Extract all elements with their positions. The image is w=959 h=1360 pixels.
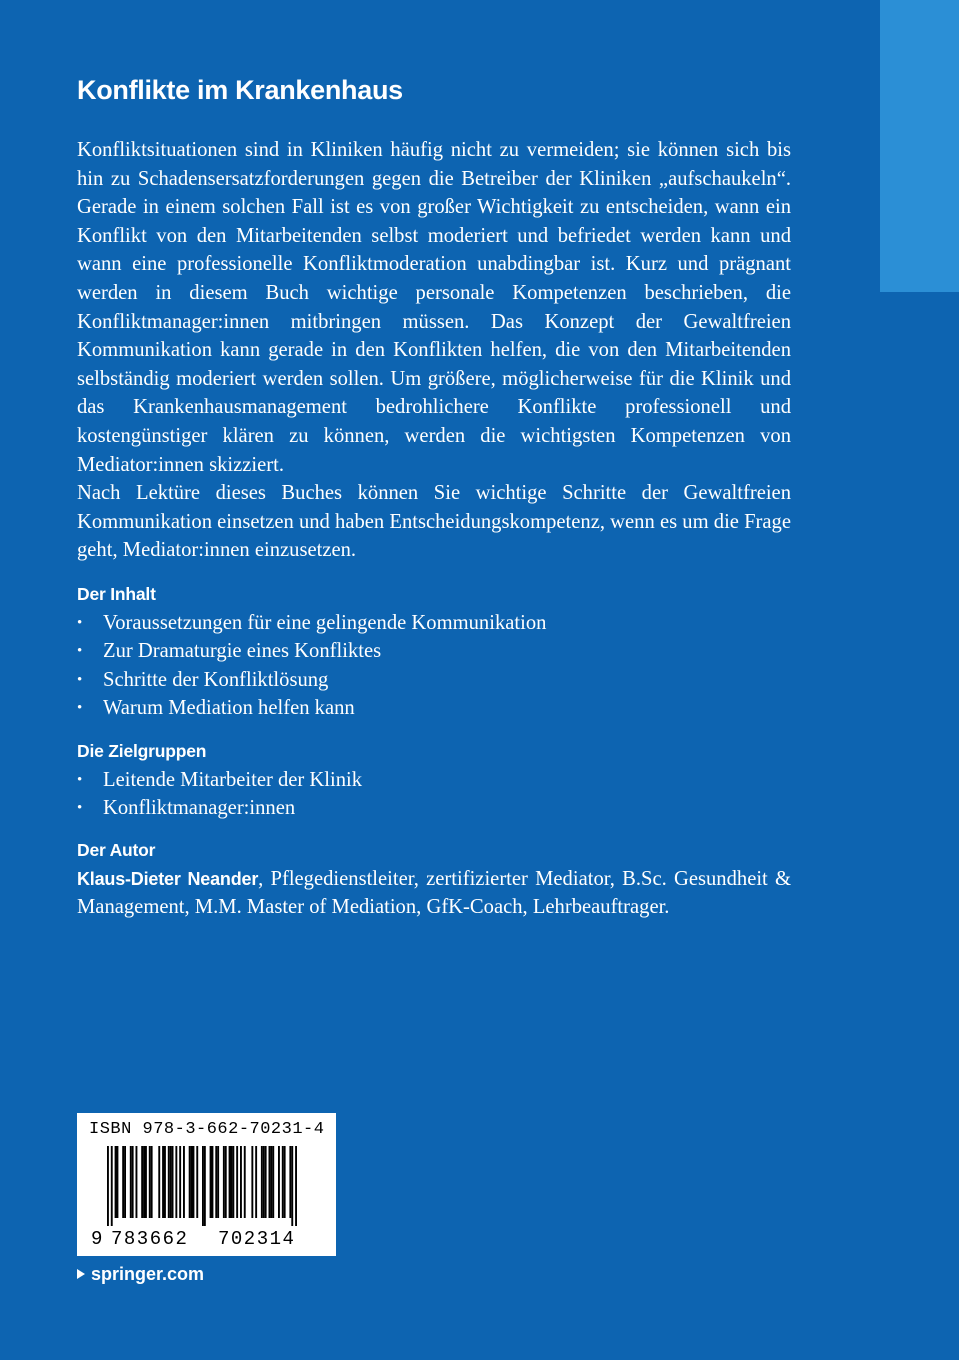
barcode-bar — [175, 1146, 177, 1218]
description — [77, 136, 791, 565]
barcode-bar — [136, 1146, 138, 1218]
barcode-bar — [289, 1146, 291, 1218]
barcode-bar — [215, 1146, 217, 1218]
isbn-text: ISBN 978-3-662-70231-4 — [89, 1120, 325, 1139]
barcode-bars — [107, 1146, 307, 1226]
barcode-bar — [196, 1146, 198, 1218]
author-section — [77, 836, 791, 922]
arrow-right-icon — [77, 1269, 85, 1279]
barcode-bar — [145, 1146, 147, 1218]
barcode-bar — [265, 1146, 267, 1218]
barcode-bar — [210, 1146, 212, 1218]
barcode-bar — [251, 1146, 253, 1218]
barcode-bar — [212, 1146, 214, 1218]
barcode-bar — [291, 1146, 293, 1226]
barcode-bar — [168, 1146, 170, 1218]
contents-section — [77, 580, 791, 723]
barcode-bar — [191, 1146, 193, 1218]
barcode-bar — [236, 1146, 238, 1218]
barcode-bar — [240, 1146, 242, 1218]
list-item: • Schritte der Konfliktlösung — [77, 666, 791, 695]
barcode-bar — [223, 1146, 225, 1218]
barcode-bar — [270, 1146, 272, 1218]
barcode-bar — [132, 1146, 134, 1218]
list-item: • Konfliktmanager:innen — [77, 794, 791, 823]
audience-heading: Die Zielgruppen — [77, 741, 207, 761]
barcode-bar — [269, 1146, 271, 1218]
book-title: Konflikte im Krankenhaus — [77, 75, 403, 105]
barcode-bar — [202, 1146, 204, 1226]
list-item: • Warum Mediation helfen kann — [77, 694, 791, 723]
barcode-bar — [164, 1146, 166, 1218]
barcode-bar — [193, 1146, 195, 1218]
barcode-bar — [189, 1146, 191, 1218]
list-item: • Leitende Mitarbeiter der Klinik — [77, 766, 791, 795]
author-heading: Der Autor — [77, 840, 156, 860]
description-paragraph-2: Nach Lektüre dieses Buches können Sie wichtige Schritte der Gewaltfreien Kommunikation einsetzen und haben Entscheidungskompetenz, wenn es um die Frage geht, Mediator:innen einzusetzen. — [77, 482, 791, 562]
audience-section — [77, 737, 791, 823]
barcode-bar — [295, 1146, 297, 1226]
barcode-bar — [244, 1146, 246, 1218]
barcode-bar — [179, 1146, 181, 1218]
barcode-bar — [261, 1146, 263, 1218]
barcode-bar — [141, 1146, 143, 1218]
publisher-url: springer.com — [91, 1264, 205, 1284]
barcode-bar — [229, 1146, 231, 1218]
list-item: • Zur Dramaturgie eines Konfliktes — [77, 637, 791, 666]
barcode-bar — [170, 1146, 172, 1218]
barcode-bar — [217, 1146, 219, 1218]
ean-right-group: 702314 — [218, 1228, 296, 1250]
barcode-bar — [282, 1146, 284, 1218]
barcode-bar — [162, 1146, 164, 1218]
author-bio: , Pflegedienstleiter, zertifizierter Mediator, B.Sc. Gesundheit & Management, M.M. Master of Mediation, GfK-Coach, Lehrbeauftrager. — [77, 867, 792, 919]
barcode-bar — [204, 1146, 206, 1226]
contents-heading: Der Inhalt — [77, 584, 156, 604]
barcode-bar — [143, 1146, 145, 1218]
barcode-bar — [278, 1146, 280, 1218]
list-item: • Voraussetzungen für eine gelingende Kommunikation — [77, 609, 791, 638]
barcode-bar — [107, 1146, 109, 1226]
barcode-bar — [115, 1146, 117, 1218]
ean-left-group: 783662 — [111, 1228, 189, 1250]
barcode-bar — [122, 1146, 124, 1218]
barcode-bar — [255, 1146, 257, 1218]
barcode-bar — [172, 1146, 174, 1218]
contents-list — [77, 609, 791, 723]
description-paragraph: Konfliktsituationen sind in Kliniken häufig nicht zu vermeiden; sie können sich bis hin zu Schadensersatzforderungen gegen die Betreiber der Kliniken „aufschaukeln“. Gerade in einem solchen Fall ist es von großer Wichtigkeit zu entscheiden, wann ein Konflikt von den Mitarbeitenden selbst moderiert und befriedet werden kann und wann eine professionelle Konfliktmoderation unabdingbar ist. Kurz und prägnant werden in diesem Buch wichtige personale Kompetenzen beschrieben, die Konfliktmanager:innen mitbringen müssen. Das Konzept der Gewaltfreien Kommunikation kann gerade in den Konflikten helfen, die von den Mitarbeitenden selbständig moderiert werden sollen. Um größere, möglicherweise für die Klinik und das Krankenhausmanagement bedrohlichere Konflikte professionell und kostengünstiger klären zu können, werden die wichtigsten Kompetenzen von Mediator:innen skizziert. — [77, 139, 791, 476]
barcode-bar — [111, 1146, 113, 1226]
barcode-bar — [158, 1146, 160, 1218]
barcode-bar — [183, 1146, 185, 1218]
barcode — [77, 1113, 336, 1256]
author-name: Klaus-Dieter Neander — [77, 868, 259, 889]
ean-first-digit: 9 — [91, 1228, 103, 1250]
barcode-bar — [284, 1146, 286, 1218]
barcode-bar — [231, 1146, 233, 1218]
barcode-bar — [130, 1146, 132, 1218]
barcode-bar — [272, 1146, 274, 1218]
barcode-bar — [117, 1146, 119, 1218]
barcode-bar — [124, 1146, 126, 1218]
author-text — [77, 865, 791, 922]
publisher-link[interactable] — [77, 1262, 204, 1286]
barcode-bar — [151, 1146, 153, 1218]
audience-list — [77, 766, 791, 823]
barcode-bar — [232, 1146, 234, 1218]
barcode-bar — [225, 1146, 227, 1218]
barcode-bar — [149, 1146, 151, 1218]
accent-strip — [880, 0, 959, 292]
barcode-bar — [263, 1146, 265, 1218]
